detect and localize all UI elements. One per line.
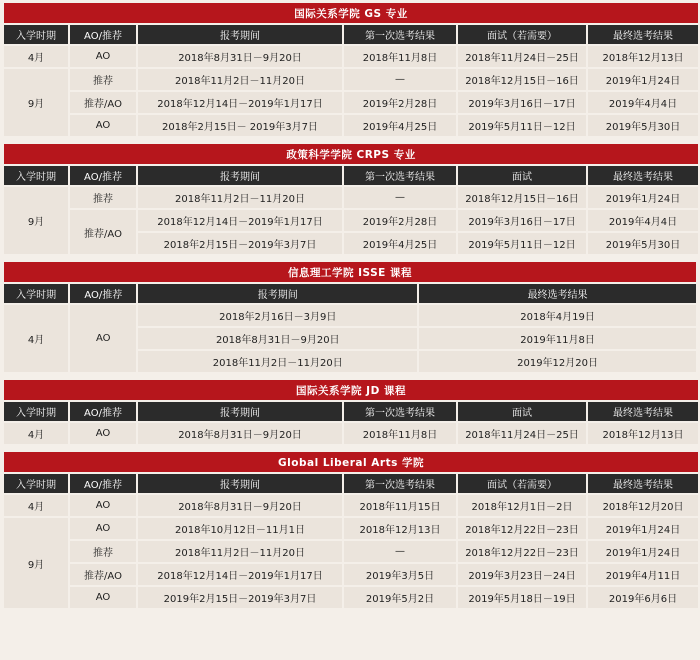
header-final-result: 最终选考结果 — [588, 25, 698, 44]
header-admission-type: AO/推荐 — [70, 25, 136, 44]
admission-type-cell: 推荐/AO — [70, 564, 136, 585]
table-row — [4, 564, 698, 585]
header-first-result: 第一次选考结果 — [344, 166, 456, 185]
schedule-section — [2, 260, 698, 374]
section-title-row — [4, 3, 698, 23]
final-result-cell: 2019年1月24日 — [588, 541, 698, 562]
intake-period-cell: 4月 — [4, 423, 68, 444]
schedule-section — [2, 378, 700, 446]
admission-type-cell: 推荐 — [70, 69, 136, 90]
interview-cell: 2019年5月11日－12日 — [458, 115, 586, 136]
application-period-cell: 2018年11月2日－11月20日 — [138, 187, 342, 208]
header-row — [4, 25, 698, 44]
section-title: 国际关系学院 JD 课程 — [4, 380, 698, 400]
application-period-cell: 2018年2月16日－3月9日 — [138, 305, 417, 326]
interview-cell: 2018年11月24日－25日 — [458, 423, 586, 444]
application-period-cell: 2018年8月31日－9月20日 — [138, 46, 342, 67]
first-result-cell: 2019年5月2日 — [344, 587, 456, 608]
header-row — [4, 474, 698, 493]
interview-cell: 2019年5月18日－19日 — [458, 587, 586, 608]
final-result-cell: 2019年4月11日 — [588, 564, 698, 585]
interview-cell: 2018年11月24日－25日 — [458, 46, 586, 67]
interview-cell: 2019年3月16日－17日 — [458, 210, 586, 231]
schedule-section — [2, 1, 700, 138]
admission-type-cell: AO — [70, 423, 136, 444]
admission-type-cell: AO — [70, 495, 136, 516]
header-application-period: 报考期间 — [138, 474, 342, 493]
section-title-row — [4, 380, 698, 400]
final-result-cell: 2019年1月24日 — [588, 518, 698, 539]
intake-period-cell: 4月 — [4, 46, 68, 67]
application-period-cell: 2018年8月31日－9月20日 — [138, 423, 342, 444]
final-result-cell: 2019年6月6日 — [588, 587, 698, 608]
table-row — [4, 92, 698, 113]
application-period-cell: 2018年11月2日－11月20日 — [138, 351, 417, 372]
interview-cell: 2018年12月1日－2日 — [458, 495, 586, 516]
header-intake-period: 入学时期 — [4, 474, 68, 493]
header-first-result: 第一次选考结果 — [344, 402, 456, 421]
first-result-cell: 2019年4月25日 — [344, 233, 456, 254]
first-result-cell: — — [344, 541, 456, 562]
table-row — [4, 115, 698, 136]
header-application-period: 报考期间 — [138, 402, 342, 421]
first-result-cell: 2018年11月8日 — [344, 423, 456, 444]
first-result-cell: 2019年2月28日 — [344, 92, 456, 113]
application-period-cell: 2018年12月14日－2019年1月17日 — [138, 210, 342, 231]
intake-period-cell: 9月 — [4, 187, 68, 254]
application-period-cell: 2018年2月15日－2019年3月7日 — [138, 233, 342, 254]
interview-cell: 2019年3月16日－17日 — [458, 92, 586, 113]
admission-type-cell: AO — [70, 46, 136, 67]
header-first-result: 第一次选考结果 — [344, 474, 456, 493]
table-row — [4, 518, 698, 539]
section-title: Global Liberal Arts 学院 — [4, 452, 698, 472]
first-result-cell: — — [344, 187, 456, 208]
first-result-cell: 2019年4月25日 — [344, 115, 456, 136]
admission-type-cell: AO — [70, 587, 136, 608]
first-result-cell: 2019年2月28日 — [344, 210, 456, 231]
application-period-cell: 2018年2月15日－ 2019年3月7日 — [138, 115, 342, 136]
header-admission-type: AO/推荐 — [70, 166, 136, 185]
section-title: 政策科学学院 CRPS 专业 — [4, 144, 698, 164]
first-result-cell: 2018年11月15日 — [344, 495, 456, 516]
table-row — [4, 541, 698, 562]
interview-cell: 2019年5月11日－12日 — [458, 233, 586, 254]
application-period-cell: 2018年8月31日－9月20日 — [138, 328, 417, 349]
first-result-cell: 2018年11月8日 — [344, 46, 456, 67]
first-result-cell: — — [344, 69, 456, 90]
section-title-row — [4, 144, 698, 164]
application-period-cell: 2018年12月14日－2019年1月17日 — [138, 92, 342, 113]
header-interview: 面试（若需要） — [458, 25, 586, 44]
admission-type-cell: 推荐 — [70, 541, 136, 562]
table-row — [4, 69, 698, 90]
first-result-cell: 2019年3月5日 — [344, 564, 456, 585]
header-row — [4, 284, 696, 303]
schedule-section — [2, 450, 700, 610]
final-result-cell: 2018年12月13日 — [588, 423, 698, 444]
table-row — [4, 305, 696, 326]
section-title: 信息理工学院 ISSE 课程 — [4, 262, 696, 282]
interview-cell: 2019年3月23日－24日 — [458, 564, 586, 585]
header-final-result: 最终选考结果 — [588, 166, 698, 185]
header-admission-type: AO/推荐 — [70, 474, 136, 493]
header-final-result: 最终选考结果 — [588, 402, 698, 421]
header-intake-period: 入学时期 — [4, 284, 68, 303]
application-period-cell: 2018年8月31日－9月20日 — [138, 495, 342, 516]
header-first-result: 第一次选考结果 — [344, 25, 456, 44]
admission-type-cell: 推荐 — [70, 187, 136, 208]
final-result-cell: 2019年5月30日 — [588, 233, 698, 254]
header-final-result: 最终选考结果 — [419, 284, 696, 303]
interview-cell: 2018年12月15日－16日 — [458, 187, 586, 208]
header-intake-period: 入学时期 — [4, 25, 68, 44]
interview-cell: 2018年12月15日－16日 — [458, 69, 586, 90]
schedule-section — [2, 142, 700, 256]
final-result-cell: 2019年5月30日 — [588, 115, 698, 136]
final-result-cell: 2018年12月20日 — [588, 495, 698, 516]
header-application-period: 报考期间 — [138, 166, 342, 185]
header-application-period: 报考期间 — [138, 25, 342, 44]
section-title: 国际关系学院 GS 专业 — [4, 3, 698, 23]
interview-cell: 2018年12月22日－23日 — [458, 541, 586, 562]
final-result-cell: 2019年4月4日 — [588, 92, 698, 113]
header-admission-type: AO/推荐 — [70, 402, 136, 421]
application-period-cell: 2018年12月14日－2019年1月17日 — [138, 564, 342, 585]
admission-type-cell: AO — [70, 518, 136, 539]
intake-period-cell: 9月 — [4, 69, 68, 136]
final-result-cell: 2019年4月4日 — [588, 210, 698, 231]
first-result-cell: 2018年12月13日 — [344, 518, 456, 539]
final-result-cell: 2018年12月13日 — [588, 46, 698, 67]
application-period-cell: 2018年11月2日－11月20日 — [138, 541, 342, 562]
admission-type-cell: 推荐/AO — [70, 210, 136, 254]
intake-period-cell: 4月 — [4, 495, 68, 516]
table-row — [4, 587, 698, 608]
header-row — [4, 166, 698, 185]
header-intake-period: 入学时期 — [4, 402, 68, 421]
header-interview: 面试（若需要） — [458, 474, 586, 493]
final-result-cell: 2019年1月24日 — [588, 69, 698, 90]
final-result-cell: 2019年12月20日 — [419, 351, 696, 372]
intake-period-cell: 4月 — [4, 305, 68, 372]
header-interview: 面试 — [458, 166, 586, 185]
final-result-cell: 2018年4月19日 — [419, 305, 696, 326]
intake-period-cell: 9月 — [4, 518, 68, 608]
table-row — [4, 46, 698, 67]
application-period-cell: 2018年10月12日－11月1日 — [138, 518, 342, 539]
table-row — [4, 423, 698, 444]
admission-type-cell: 推荐/AO — [70, 92, 136, 113]
final-result-cell: 2019年11月8日 — [419, 328, 696, 349]
table-row — [4, 495, 698, 516]
header-row — [4, 402, 698, 421]
application-period-cell: 2019年2月15日－2019年3月7日 — [138, 587, 342, 608]
section-title-row — [4, 262, 696, 282]
table-row — [4, 187, 698, 208]
admission-type-cell: AO — [70, 115, 136, 136]
header-application-period: 报考期间 — [138, 284, 417, 303]
header-interview: 面试 — [458, 402, 586, 421]
header-intake-period: 入学时期 — [4, 166, 68, 185]
interview-cell: 2018年12月22日－23日 — [458, 518, 586, 539]
application-period-cell: 2018年11月2日－11月20日 — [138, 69, 342, 90]
section-title-row — [4, 452, 698, 472]
header-admission-type: AO/推荐 — [70, 284, 136, 303]
table-row — [4, 210, 698, 231]
admission-type-cell: AO — [70, 305, 136, 372]
final-result-cell: 2019年1月24日 — [588, 187, 698, 208]
header-final-result: 最终选考结果 — [588, 474, 698, 493]
